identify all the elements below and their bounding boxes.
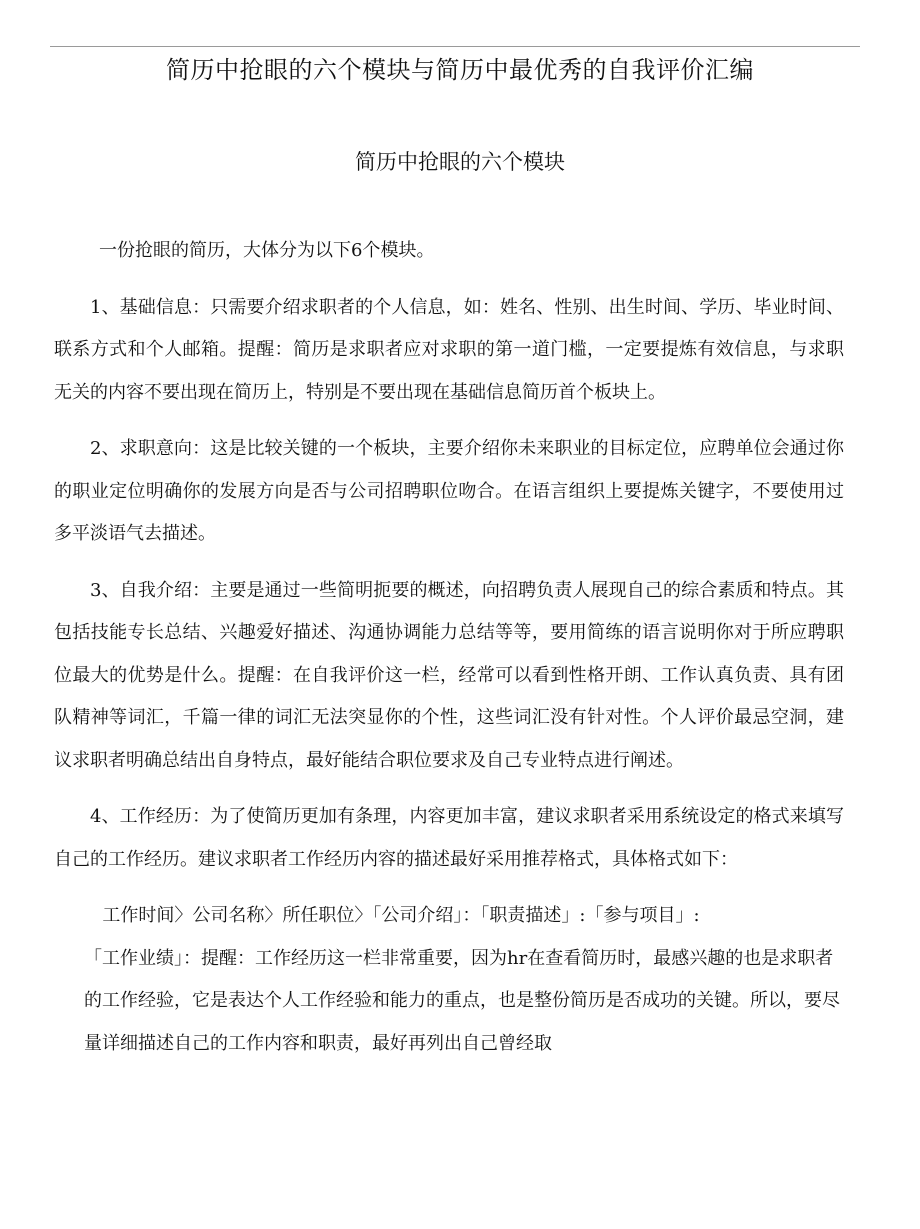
format-line: 工作时间〉公司名称〉所任职位〉「公司介绍」：「职责描述」:「参与项目」:	[102, 905, 700, 926]
format-continuation: 「工作业绩」：提醒：工作经历这一栏非常重要，因为hr在查看简历时，最感兴趣的也是求职者的工作经验，它是表达个人工作经验和能力的重点，也是整份简历是否成功的关键。所以，要尽量详细描述自己的工作内容和职责，最好再列出自己曾经取	[84, 947, 840, 1054]
document-title: 简历中抢眼的六个模块与简历中最优秀的自我评价汇编	[166, 56, 754, 84]
document-body	[54, 230, 844, 1065]
paragraph-self-introduction: 3、自我介绍：主要是通过一些简明扼要的概述，向招聘负责人展现自己的综合素质和特点。其包括技能专长总结、兴趣爱好描述、沟通协调能力总结等等，要用简练的语言说明你对于所应聘职位最大的优势是什么。提醒：在自我评价这一栏，经常可以看到性格开朗、工作认真负责、具有团队精神等词汇，千篇一律的词汇无法突显你的个性，这些词汇没有针对性。个人评价最忌空洞，建议求职者明确总结出自身特点，最好能结合职位要求及自己专业特点进行阐述。	[54, 579, 844, 771]
format-block	[54, 895, 844, 1065]
section-title: 简历中抢眼的六个模块	[355, 150, 565, 174]
header-rule	[50, 46, 860, 47]
paragraph-job-intention: 2、求职意向：这是比较关键的一个板块，主要介绍你未来职业的目标定位，应聘单位会通过你的职业定位明确你的发展方向是否与公司招聘职位吻合。在语言组织上要提炼关键字，不要使用过多平淡语气去描述。	[54, 438, 844, 544]
paragraph-basic-info: 1、基础信息：只需要介绍求职者的个人信息，如：姓名、性别、出生时间、学历、毕业时间、联系方式和个人邮箱。提醒：简历是求职者应对求职的第一道门槛，一定要提炼有效信息，与求职无关的内容不要出现在简历上，特别是不要出现在基础信息简历首个板块上。	[54, 296, 844, 403]
intro-paragraph: 一份抢眼的简历，大体分为以下6个模块。	[99, 240, 435, 261]
paragraph-work-experience: 4、工作经历：为了使简历更加有条理，内容更加丰富，建议求职者采用系统设定的格式来填写自己的工作经历。建议求职者工作经历内容的描述最好采用推荐格式，具体格式如下：	[54, 806, 844, 870]
